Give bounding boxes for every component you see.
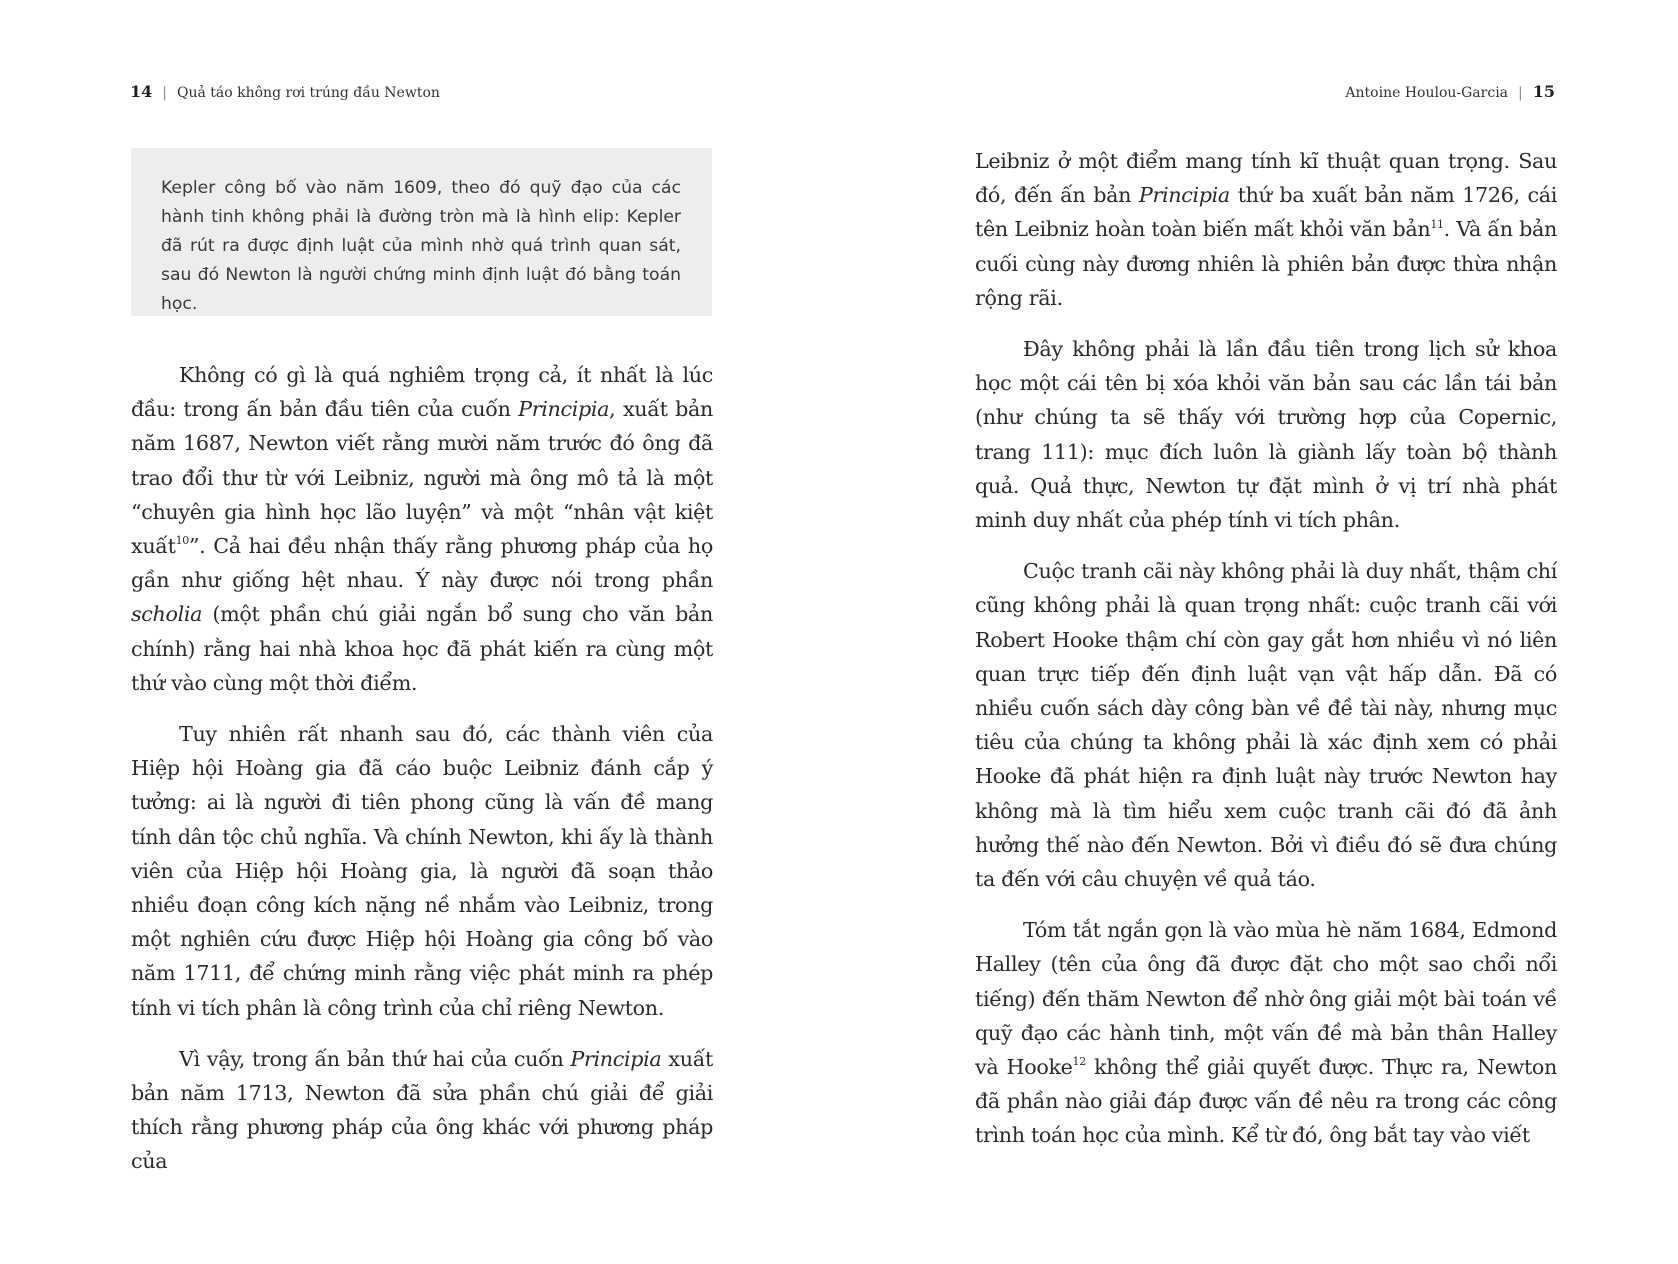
- italic-title: Principia: [518, 397, 610, 422]
- text-run: Leibniz ở một điểm mang tính kĩ thuật quan trọng. Sau đó, đến ấn bản: [975, 149, 1557, 208]
- left-page-number: 14: [130, 82, 153, 101]
- text-run: . Và ấn bản cuối cùng này đương nhiên là phiên bản được thừa nhận rộng rãi.: [975, 217, 1558, 310]
- right-page: [839, 0, 1678, 1264]
- footnote-marker: 11: [1430, 217, 1444, 231]
- paragraph-continued: [975, 144, 1557, 315]
- right-body-text: [975, 144, 1557, 1170]
- right-page-number: 15: [1532, 82, 1555, 101]
- text-run: , xuất bản năm 1687, Newton viết rằng mười năm trước đó ông đã trao đổi thư từ với Leibniz, người mà ông mô tả là một “chuyên gia hình học lão luyện” và một “nhân vật kiệt xuất: [131, 397, 713, 559]
- callout-box: [131, 148, 712, 316]
- text-run: Vì vậy, trong ấn bản thứ hai của cuốn: [179, 1046, 571, 1071]
- text-run: Không có gì là quá nghiêm trọng cả, ít nhất là lúc đầu: trong ấn bản đầu tiên của cuốn: [131, 363, 713, 422]
- left-body-text: [131, 358, 713, 1196]
- right-running-head: [1345, 82, 1555, 103]
- paragraph: [131, 717, 713, 1025]
- left-running-head: [130, 82, 440, 103]
- text-run: Tuy nhiên rất nhanh sau đó, các thành viên của Hiệp hội Hoàng gia đã cáo buộc Leibniz đánh cắp ý tưởng: ai là người đi tiên phong cũng là vấn đề mang tính dân tộc chủ nghĩa. Và chính Newton, khi ấy là thành viên của Hiệp hội Hoàng gia, là người đã soạn thảo nhiều đoạn công kích nặng nề nhắm vào Leibniz, trong một nghiên cứu được Hiệp hội Hoàng gia công bố vào năm 1711, để chứng minh rằng việc phát minh ra phép tính vi tích phân là công trình của chỉ riêng Newton.: [131, 722, 713, 1020]
- text-run: ”. Cả hai đều nhận thấy rằng phương pháp của họ gần như giống hệt nhau. Ý này được nói trong phần: [131, 534, 713, 593]
- paragraph: [975, 332, 1557, 537]
- text-run: thứ ba xuất bản năm 1726, cái tên Leibniz hoàn toàn biến mất khỏi văn bản: [975, 183, 1557, 242]
- book-title: Quả táo không rơi trúng đầu Newton: [176, 85, 440, 101]
- footnote-marker: 12: [1072, 1055, 1086, 1069]
- header-separator: |: [1518, 85, 1523, 101]
- italic-title: Principia: [570, 1046, 662, 1071]
- italic-title: Principia: [1138, 183, 1230, 208]
- paragraph: [131, 1042, 713, 1179]
- header-separator: |: [162, 85, 167, 101]
- text-run: Đây không phải là lần đầu tiên trong lịch sử khoa học một cái tên bị xóa khỏi văn bản sau các lần tái bản (như chúng ta sẽ thấy với trường hợp của Copernic, trang 111): mục đích luôn là giành lấy toàn bộ thành quả. Quả thực, Newton tự đặt mình ở vị trí nhà phát minh duy nhất của phép tính vi tích phân.: [975, 337, 1557, 533]
- footnote-marker: 10: [175, 534, 189, 548]
- text-run: Cuộc tranh cãi này không phải là duy nhất, thậm chí cũng không phải là quan trọng nhất: cuộc tranh cãi với Robert Hooke thậm chí còn gay gắt hơn nhiều vì nó liên quan trực tiếp đến định luật vạn vật hấp dẫn. Đã có nhiều cuốn sách dày công bàn về đề tài này, nhưng mục tiêu của chúng ta không phải là xác định xem có phải Hooke đã phát hiện ra định luật này trước Newton hay không mà là tìm hiểu xem cuộc tranh cãi đó đã ảnh hưởng thế nào đến Newton. Bởi vì điều đó sẽ đưa chúng ta đến với câu chuyện về quả táo.: [975, 559, 1557, 892]
- text-run: xuất bản năm 1713, Newton đã sửa phần chú giải để giải thích rằng phương pháp của ông khác với phương pháp của: [131, 1046, 714, 1174]
- text-run: Tóm tắt ngắn gọn là vào mùa hè năm 1684, Edmond Halley (tên của ông đã được đặt cho một sao chổi nổi tiếng) đến thăm Newton để nhờ ông giải một bài toán về quỹ đạo các hành tinh, một vấn đề mà bản thân Halley và Hooke: [975, 918, 1557, 1080]
- paragraph: [131, 358, 713, 700]
- text-run: không thể giải quyết được. Thực ra, Newton đã phần nào giải đáp được vấn đề nêu ra trong các công trình toán học của mình. Kể từ đó, ông bắt tay vào viết: [975, 1055, 1557, 1148]
- callout-text: Kepler công bố vào năm 1609, theo đó quỹ đạo của các hành tinh không phải là đường tròn mà là hình elip: Kepler đã rút ra được định luật của mình nhờ quá trình quan sát, sau đó Newton là người chứng minh định luật đó bằng toán học.: [161, 178, 681, 314]
- author-name: Antoine Houlou-Garcia: [1345, 85, 1509, 101]
- paragraph: [975, 913, 1557, 1152]
- italic-term: scholia: [131, 602, 203, 627]
- text-run: (một phần chú giải ngắn bổ sung cho văn bản chính) rằng hai nhà khoa học đã phát kiến ra cùng một thứ vào cùng một thời điểm.: [131, 602, 713, 695]
- paragraph: [975, 554, 1557, 896]
